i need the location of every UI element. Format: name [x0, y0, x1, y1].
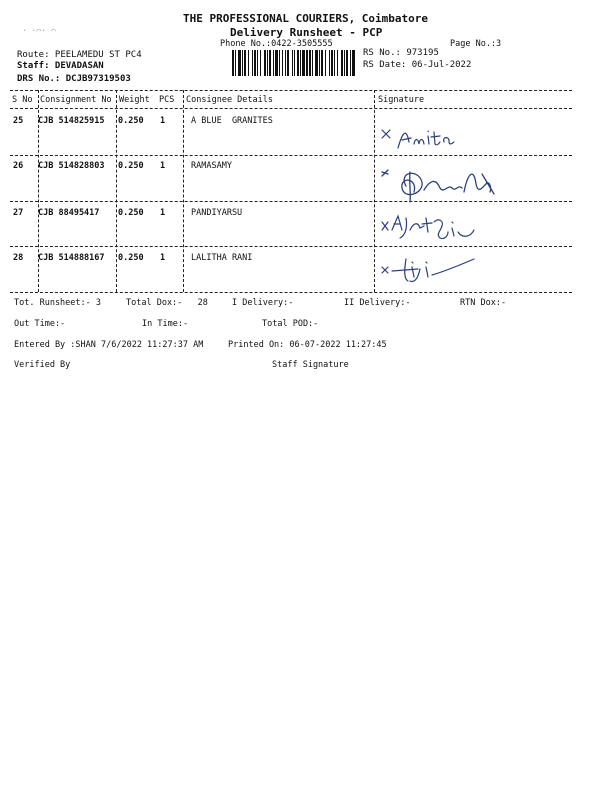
row-pcs: 1 — [160, 253, 166, 263]
route: Route: PEELAMEDU ST PC4 — [17, 50, 142, 60]
row-consignment: CJB 514828803 — [38, 161, 105, 171]
staff-signature: Staff Signature — [272, 360, 349, 370]
tot-runsheet: Tot. Runsheet:- 3 — [14, 298, 101, 308]
col-header-consignment: Consignment No — [40, 95, 112, 105]
row-weight: 0.250 — [118, 253, 144, 263]
rs-number: RS No.: 973195 — [363, 48, 439, 58]
out-time: Out Time:- — [14, 319, 66, 329]
table-bottom-rule — [10, 292, 572, 293]
column-divider — [183, 90, 184, 292]
row-consignee: PANDIYARSU — [191, 208, 243, 218]
row-consignment: CJB 88495417 — [38, 208, 100, 218]
row-sno: 28 — [13, 253, 24, 263]
row-consignee: LALITHA RANI — [191, 253, 253, 263]
total-pod: Total POD:- — [262, 319, 319, 329]
col-header-sno: S No — [12, 95, 33, 105]
column-divider — [116, 90, 117, 292]
signature-row-27 — [378, 208, 488, 244]
row-weight: 0.250 — [118, 208, 144, 218]
row-consignment: CJB 514825915 — [38, 116, 105, 126]
col-header-weight: Weight — [119, 95, 150, 105]
rs-date: RS Date: 06-Jul-2022 — [363, 60, 472, 70]
row-consignee: A BLUE GRANITES — [191, 116, 273, 126]
printed-on: Printed On: 06-07-2022 11:27:45 — [228, 340, 387, 350]
page-number: Page No.:3 — [450, 39, 502, 49]
barcode — [231, 50, 357, 76]
row-pcs: 1 — [160, 208, 166, 218]
scan-mark: · ·⌒· ⌒ — [22, 26, 56, 35]
in-time: In Time:- — [142, 319, 189, 329]
row-pcs: 1 — [160, 161, 166, 171]
row-weight: 0.250 — [118, 116, 144, 126]
row-pcs: 1 — [160, 116, 166, 126]
row-divider — [10, 246, 572, 247]
row-sno: 27 — [13, 208, 24, 218]
column-divider — [374, 90, 375, 292]
phone-number: Phone No.:0422-3505555 — [220, 39, 333, 49]
signature-row-25 — [378, 120, 488, 154]
table-header-rule — [10, 108, 572, 109]
col-header-consignee: Consignee Details — [186, 95, 273, 105]
company-title: THE PROFESSIONAL COURIERS, Coimbatore — [183, 12, 429, 25]
row-consignment: CJB 514888167 — [38, 253, 105, 263]
col-header-pcs: PCS — [159, 95, 175, 105]
entered-by: Entered By :SHAN 7/6/2022 11:27:37 AM — [14, 340, 204, 350]
table-top-rule — [10, 90, 572, 91]
staff-name: Staff: DEVADASAN — [17, 61, 104, 71]
i-delivery: I Delivery:- — [232, 298, 294, 308]
rtn-dox: RTN Dox:- — [460, 298, 507, 308]
signature-row-28 — [378, 253, 488, 287]
signature-row-26 — [378, 164, 508, 204]
drs-number: DRS No.: DCJB97319503 — [17, 74, 131, 84]
row-divider — [10, 155, 572, 156]
total-dox: Total Dox:- 28 — [126, 298, 208, 308]
ii-delivery: II Delivery:- — [344, 298, 411, 308]
runsheet-subtitle: Delivery Runsheet - PCP — [230, 26, 383, 39]
row-sno: 26 — [13, 161, 24, 171]
verified-by: Verified By — [14, 360, 71, 370]
row-consignee: RAMASAMY — [191, 161, 232, 171]
col-header-signature: Signature — [378, 95, 425, 105]
row-sno: 25 — [13, 116, 24, 126]
row-weight: 0.250 — [118, 161, 144, 171]
